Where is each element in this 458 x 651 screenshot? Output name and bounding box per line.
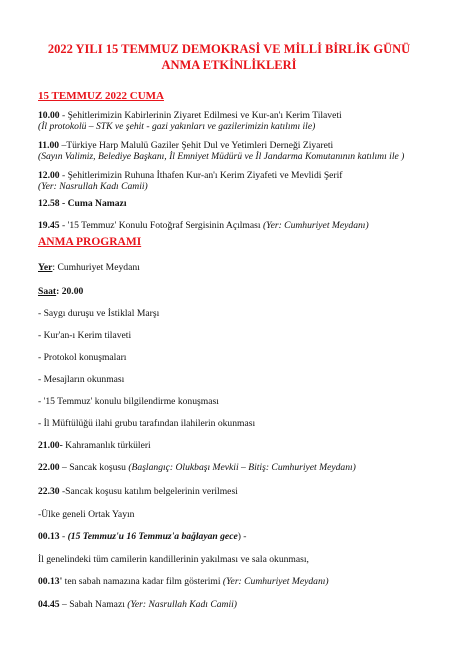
event-time: 22.00	[38, 462, 60, 473]
event-text: Cuma Namazı	[67, 198, 127, 209]
event-text: – Sabah Namazı	[59, 599, 128, 610]
event-note: (Başlangıç: Olukbaşı Mevkii – Bitiş: Cumhuriyet Meydanı)	[128, 462, 356, 473]
event-note: (Yer: Cumhuriyet Meydanı)	[222, 576, 329, 587]
event-19-45: 19.45 - '15 Temmuz' Konulu Fotoğraf Sergisinin Açılması (Yer: Cumhuriyet Meydanı)	[38, 220, 369, 231]
event-10-00-note: (İl protokolü – STK ve şehit - gazi yakınları ve gazilerimizin katılımı ile)	[38, 121, 316, 132]
event-12-00: 12.00 - Şehitlerimizin Ruhuna İthafen Kur-an'ı Kerim Ziyafeti ve Mevlidi Şerif	[38, 170, 343, 181]
event-time: 11.00	[38, 140, 60, 151]
program-item: - İl Müftülüğü ilahi grubu tarafından ilahilerin okunması	[38, 418, 256, 429]
event-note: (15 Temmuz'u 16 Temmuz'a bağlayan gece	[67, 531, 238, 542]
section2-heading: ANMA PROGRAMI	[38, 236, 142, 248]
document-title-line2: ANMA ETKİNLİKLERİ	[161, 58, 297, 72]
event-11-00: 11.00 –Türkiye Harp Malulü Gaziler Şehit Dul ve Yetimleri Derneği Ziyareti	[38, 140, 334, 151]
event-time: 22.30	[38, 486, 60, 497]
event-21-00	[38, 440, 151, 451]
event-time: 21.00-	[38, 440, 63, 451]
event-time: 12.00	[38, 170, 60, 181]
section1-heading: 15 TEMMUZ 2022 CUMA	[38, 90, 164, 102]
ortak-yayin: -Ülke geneli Ortak Yayın	[38, 509, 135, 520]
event-22-00	[38, 462, 356, 473]
event-text: Şehitlerimizin Kabirlerinin Ziyaret Edilmesi ve Kur-an'ı Kerim Tilaveti	[67, 110, 342, 121]
event-time: 00.13'	[38, 576, 63, 587]
event-time: 00.13	[38, 531, 60, 542]
event-text: Türkiye Harp Malulü Gaziler Şehit Dul ve Yetimleri Derneği Ziyareti	[66, 140, 334, 151]
program-item: - '15 Temmuz' konulu bilgilendirme konuşması	[38, 396, 219, 407]
program-time	[38, 286, 83, 297]
event-text: ten sabah namazına kadar film gösterimi	[62, 576, 223, 587]
film-line	[38, 576, 329, 587]
time-value: : 20.00	[56, 286, 84, 297]
place-label: Yer	[38, 262, 53, 273]
event-time: 19.45	[38, 220, 60, 231]
event-text: – Sancak koşusu	[59, 462, 129, 473]
event-00-13: 00.13 - (15 Temmuz'u 16 Temmuz'a bağlayan gece) -	[38, 531, 247, 542]
document-title-line1: 2022 YILI 15 TEMMUZ DEMOKRASİ VE MİLLİ BİRLİK GÜNÜ	[47, 42, 411, 56]
event-time: 12.58	[38, 198, 60, 209]
program-item: - Kur'an-ı Kerim tilaveti	[38, 330, 132, 341]
sabah-namazi-line	[38, 599, 237, 610]
event-note: (Yer: Cumhuriyet Meydanı)	[262, 220, 369, 231]
time-label: Saat	[38, 286, 57, 297]
event-11-00-note: (Sayın Valimiz, Belediye Başkanı, İl Emniyet Müdürü ve İl Jandarma Komutanının katılımı ile )	[38, 151, 405, 162]
event-time: 10.00	[38, 110, 60, 121]
program-item: - Saygı duruşu ve İstiklal Marşı	[38, 308, 160, 319]
event-time: 04.45	[38, 599, 60, 610]
event-12-58: 12.58 - Cuma Namazı	[38, 198, 127, 209]
event-text: -Sancak koşusu katılım belgelerinin verilmesi	[59, 486, 238, 497]
program-item: - Protokol konuşmaları	[38, 352, 127, 363]
event-12-00-note: (Yer: Nasrullah Kadı Camii)	[38, 181, 148, 192]
event-text: '15 Temmuz' Konulu Fotoğraf Sergisinin Açılması	[67, 220, 263, 231]
kandil-line: İl genelindeki tüm camilerin kandillerinin yakılması ve sala okunması,	[38, 554, 309, 565]
place-value: : Cumhuriyet Meydanı	[52, 262, 140, 273]
program-place	[38, 262, 140, 273]
event-text: Şehitlerimizin Ruhuna İthafen Kur-an'ı Kerim Ziyafeti ve Mevlidi Şerif	[67, 170, 343, 181]
event-text: Kahramanlık türküleri	[62, 440, 151, 451]
event-note: (Yer: Nasrullah Kadı Camii)	[127, 599, 237, 610]
event-22-30	[38, 486, 238, 497]
event-10-00: 10.00 - Şehitlerimizin Kabirlerinin Ziyaret Edilmesi ve Kur-an'ı Kerim Tilaveti	[38, 110, 342, 121]
program-item: - Mesajların okunması	[38, 374, 125, 385]
